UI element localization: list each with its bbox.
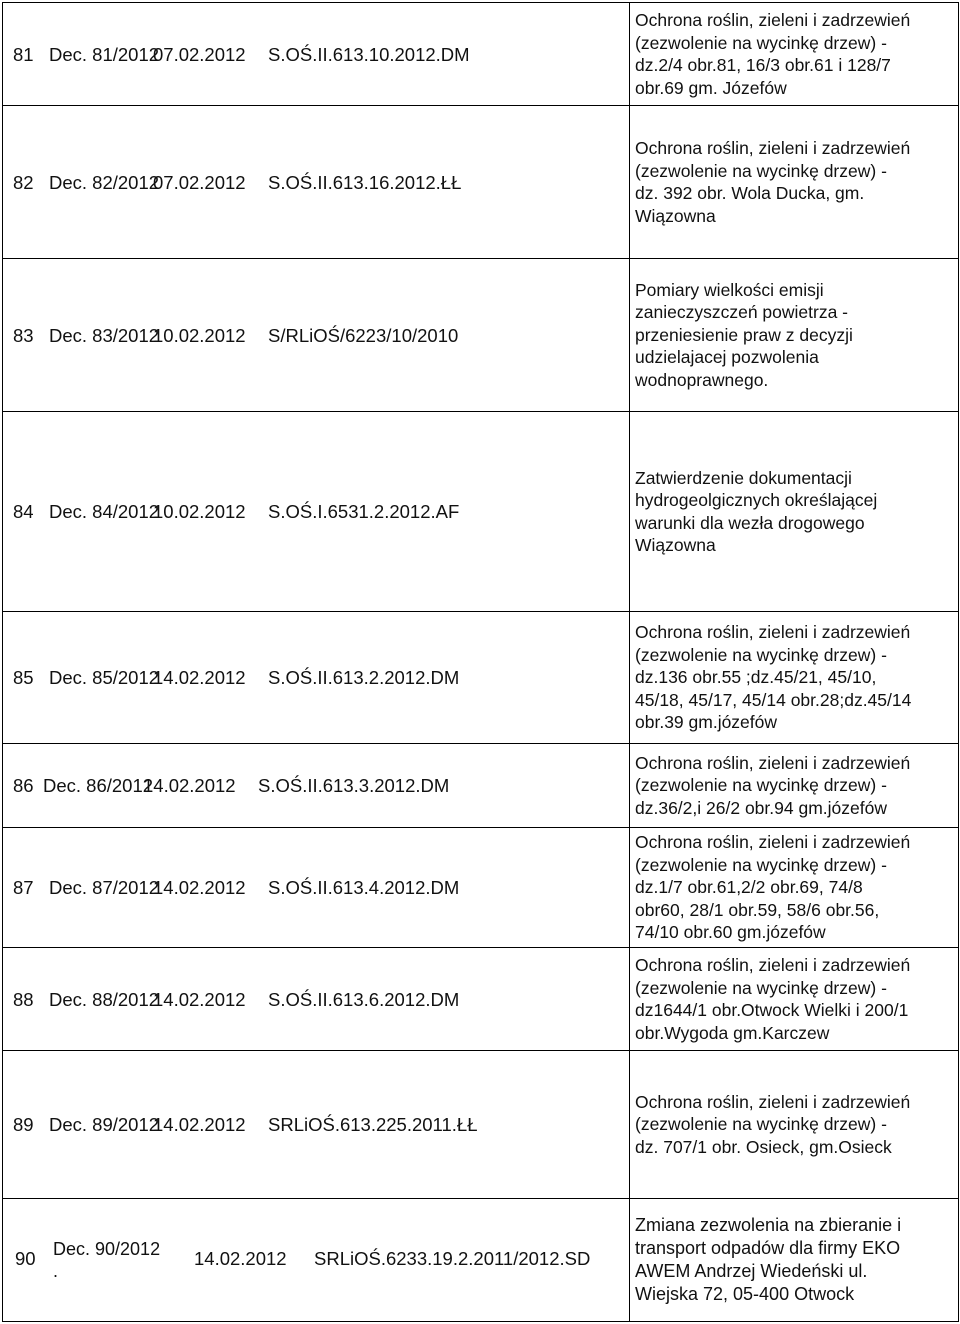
row-number: 85	[13, 667, 34, 688]
description-line: Zatwierdzenie dokumentacji	[635, 467, 852, 488]
row-info	[3, 612, 630, 744]
description-line: 74/10 obr.60 gm.józefów	[635, 922, 826, 943]
decision-description	[630, 828, 959, 948]
row-number: 82	[13, 171, 34, 193]
table-row	[3, 744, 959, 828]
description-line: (zezwolenie na wycinkę drzew) -	[635, 160, 887, 181]
decision-date: 10.02.2012	[153, 324, 246, 346]
row-info	[3, 259, 630, 412]
description-line: obr.39 gm.józefów	[635, 712, 778, 733]
case-signature: S.OŚ.II.613.16.2012.ŁŁ	[268, 171, 462, 193]
description-line: dz. 707/1 obr. Osieck, gm.Osieck	[635, 1136, 892, 1157]
row-info	[3, 412, 630, 612]
description-line: dz.36/2,i 26/2 obr.94 gm.józefów	[635, 797, 887, 818]
decision-description	[630, 612, 959, 744]
decision-description	[630, 259, 959, 412]
description-line: (zezwolenie na wycinkę drzew) -	[635, 977, 887, 998]
description-line: zanieczyszczeń powietrza -	[635, 302, 848, 323]
decision-number: Dec. 86/2012	[43, 775, 154, 796]
row-number: 86	[13, 775, 34, 796]
decision-date: 14.02.2012	[153, 877, 246, 898]
description-line: dz.2/4 obr.81, 16/3 obr.61 i 128/7	[635, 55, 891, 75]
description-line: Wiejska 72, 05-400 Otwock	[635, 1284, 855, 1304]
row-info	[3, 744, 630, 828]
description-line: wodnoprawnego.	[635, 369, 769, 390]
description-line: (zezwolenie na wycinkę drzew) -	[635, 854, 887, 875]
decision-number: Dec. 84/2012	[49, 501, 160, 522]
case-signature: SRLiOŚ.6233.19.2.2011/2012.SD	[314, 1247, 591, 1269]
case-signature: S/RLiOŚ/6223/10/2010	[268, 324, 459, 346]
description-line: Ochrona roślin, zieleni i zadrzewień	[635, 10, 911, 30]
decision-date: 14.02.2012	[194, 1247, 287, 1269]
decision-number: Dec. 88/2012	[49, 988, 160, 1010]
decision-date: 14.02.2012	[153, 667, 246, 688]
decision-number: Dec. 85/2012	[49, 667, 160, 688]
decision-description	[630, 1199, 959, 1322]
description-line: udzielajacej pozwolenia	[635, 347, 819, 368]
description-line: (zezwolenie na wycinkę drzew) -	[635, 644, 887, 665]
decision-number-block	[53, 1238, 194, 1282]
row-info	[3, 106, 630, 259]
row-info	[3, 1199, 630, 1322]
table-row	[3, 1051, 959, 1199]
description-line: obr.Wygoda gm.Karczew	[635, 1022, 830, 1043]
table-row	[3, 612, 959, 744]
decision-date: 07.02.2012	[153, 43, 246, 65]
description-line: Ochrona roślin, zieleni i zadrzewień	[635, 622, 911, 643]
description-line: obr60, 28/1 obr.59, 58/6 obr.56,	[635, 899, 880, 920]
row-number: 83	[13, 324, 34, 346]
description-line: Wiązowna	[635, 535, 716, 555]
decision-description	[630, 1051, 959, 1199]
decision-date: 10.02.2012	[153, 501, 246, 522]
row-number: 88	[13, 988, 34, 1010]
decision-number-continuation: .	[53, 1261, 59, 1281]
decision-date: 14.02.2012	[143, 775, 236, 796]
description-line: (zezwolenie na wycinkę drzew) -	[635, 775, 887, 796]
description-line: Ochrona roślin, zieleni i zadrzewień	[635, 1091, 911, 1112]
case-signature: S.OŚ.II.613.3.2012.DM	[258, 775, 450, 796]
decision-number: Dec. 89/2012	[49, 1114, 160, 1135]
case-signature: S.OŚ.II.613.4.2012.DM	[268, 877, 460, 898]
description-line: AWEM Andrzej Wiedeński ul.	[635, 1261, 868, 1281]
table-row	[3, 106, 959, 259]
row-number: 89	[13, 1114, 34, 1135]
case-signature: S.OŚ.II.613.2.2012.DM	[268, 667, 460, 688]
decision-description	[630, 948, 959, 1051]
row-info	[3, 828, 630, 948]
row-number: 90	[15, 1247, 36, 1269]
row-number: 84	[13, 501, 34, 522]
description-line: dz.136 obr.55 ;dz.45/21, 45/10,	[635, 667, 877, 688]
description-line: (zezwolenie na wycinkę drzew) -	[635, 32, 887, 53]
table-row	[3, 828, 959, 948]
case-signature: SRLiOŚ.613.225.2011.ŁŁ	[268, 1114, 478, 1135]
description-line: Ochrona roślin, zieleni i zadrzewień	[635, 955, 911, 975]
decision-date: 14.02.2012	[153, 988, 246, 1010]
decision-number: Dec. 82/2012	[49, 171, 160, 193]
description-line: dz.1/7 obr.61,2/2 obr.69, 74/8	[635, 877, 863, 898]
decision-description	[630, 3, 959, 106]
decision-number: Dec. 83/2012	[49, 324, 160, 346]
decision-date: 14.02.2012	[153, 1114, 246, 1135]
description-line: dz. 392 obr. Wola Ducka, gm.	[635, 183, 865, 203]
table-row	[3, 3, 959, 106]
decision-description	[630, 412, 959, 612]
row-info	[3, 3, 630, 106]
row-number: 87	[13, 877, 34, 898]
decisions-table	[2, 2, 959, 1322]
description-line: obr.69 gm. Józefów	[635, 77, 787, 98]
description-line: Zmiana zezwolenia na zbieranie i	[635, 1215, 902, 1235]
description-line: Wiązowna	[635, 205, 716, 226]
description-line: Ochrona roślin, zieleni i zadrzewień	[635, 752, 911, 773]
description-line: Pomiary wielkości emisji	[635, 279, 824, 300]
case-signature: S.OŚ.II.613.10.2012.DM	[268, 43, 470, 65]
description-line: Ochrona roślin, zieleni i zadrzewień	[635, 138, 911, 158]
decision-description	[630, 744, 959, 828]
description-line: 45/18, 45/17, 45/14 obr.28;dz.45/14	[635, 689, 912, 710]
description-line: dz1644/1 obr.Otwock Wielki i 200/1	[635, 1000, 909, 1020]
decision-number: Dec. 90/2012	[53, 1239, 161, 1259]
row-number: 81	[13, 43, 34, 65]
description-line: przeniesienie praw z decyzji	[635, 324, 853, 345]
case-signature: S.OŚ.I.6531.2.2012.AF	[268, 501, 460, 522]
decision-description	[630, 106, 959, 259]
decision-date: 07.02.2012	[153, 171, 246, 193]
description-line: hydrogeolgicznych określającej	[635, 490, 878, 510]
description-line: Ochrona roślin, zieleni i zadrzewień	[635, 832, 911, 853]
decision-number: Dec. 81/2012	[49, 43, 160, 65]
row-info	[3, 1051, 630, 1199]
row-info	[3, 948, 630, 1051]
table-row	[3, 259, 959, 412]
description-line: transport odpadów dla firmy EKO	[635, 1238, 901, 1258]
table-row	[3, 1199, 959, 1322]
description-line: (zezwolenie na wycinkę drzew) -	[635, 1114, 887, 1135]
table-row	[3, 948, 959, 1051]
table-row	[3, 412, 959, 612]
decision-number: Dec. 87/2012	[49, 877, 160, 898]
case-signature: S.OŚ.II.613.6.2012.DM	[268, 988, 460, 1010]
description-line: warunki dla wezła drogowego	[635, 512, 865, 533]
